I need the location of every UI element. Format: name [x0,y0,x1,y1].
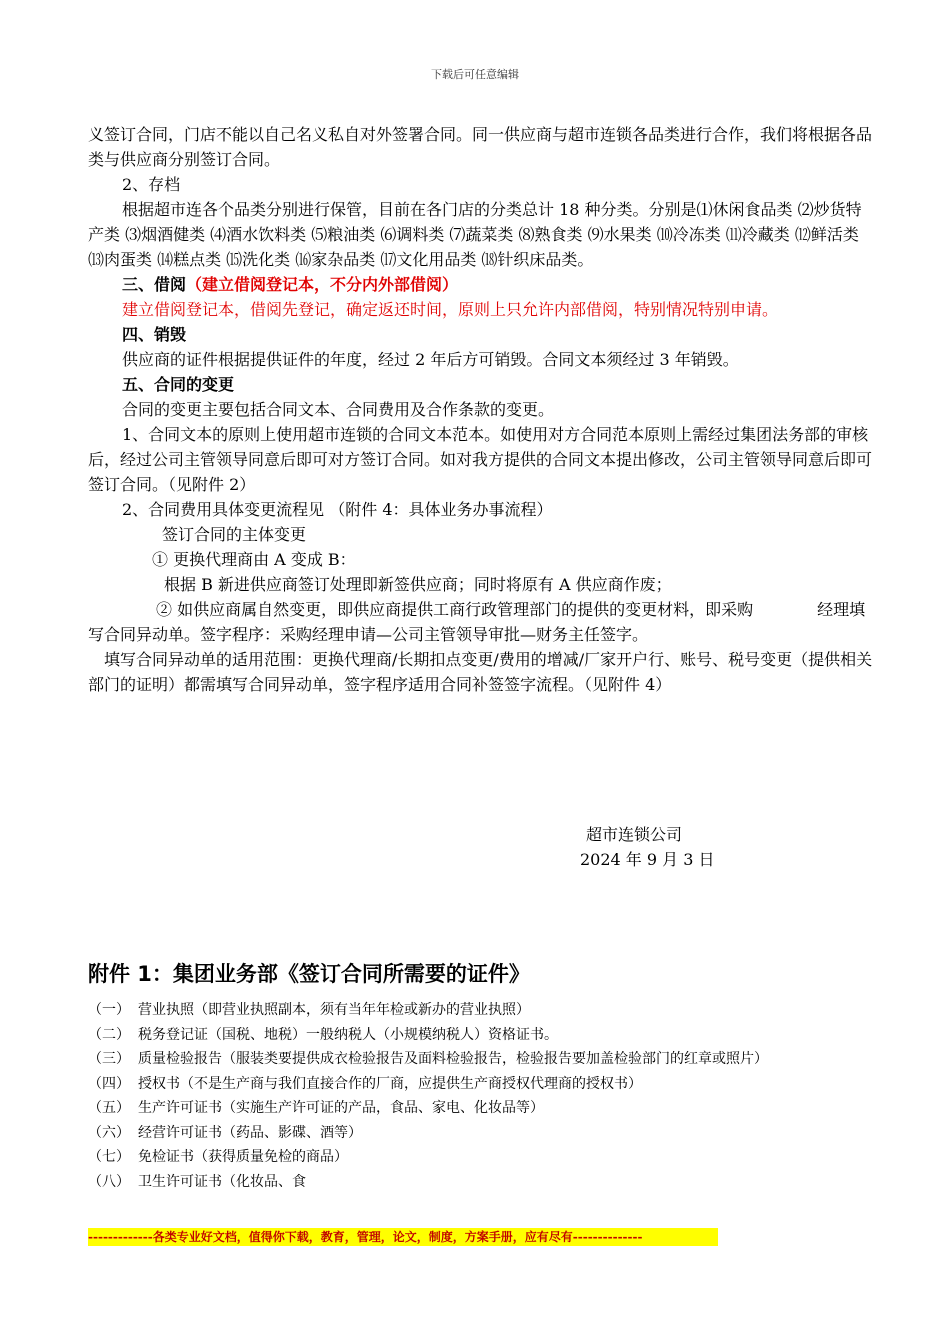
paragraph-scope: 填写合同异动单的适用范围：更换代理商/长期扣点变更/费用的增减/厂家开户行、账号、税号变更（提供相关部门的证明）都需填写合同异动单，签字程序适用合同补签签字流程。（见附件 4） [88,650,873,694]
footer-banner: -------------各类专业好文档，值得你下载，教育，管理，论文，制度，方案手册，应有尽有-------------- [88,1228,718,1246]
list-item-number: （四） [88,1075,130,1092]
list-item [88,998,888,1023]
list-item [88,1170,888,1195]
list-item-text: 质量检验报告（服装类要提供成衣检验报告及面料检验报告，检验报告要加盖检验部门的红章或照片） [138,1051,768,1067]
attachment-list [88,998,888,1194]
signature-date: 2024 年 9 月 3 日 [580,850,715,869]
list-item [88,1023,888,1048]
list-item-text: 税务登记证（国税、地税）一般纳税人（小规模纳税人）资格证书。 [138,1026,558,1043]
paragraph-change-intro: 合同的变更主要包括合同文本、合同费用及合作条款的变更。 [122,400,555,419]
section-borrow-heading [88,272,874,297]
section-change-heading: 五、合同的变更 [122,375,235,394]
document-body [88,122,874,697]
list-item [88,1121,888,1146]
paragraph-change-text: 1、合同文本的原则上使用超市连锁的合同文本范本。如使用对方合同范本原则上需经过集团法务部的审核后，经过公司主管领导同意后即可对方签订合同。如对我方提供的合同文本提出修改，公司主管领导同意后即可签订合同。（见附件 2） [88,425,873,494]
paragraph-intro: 义签订合同，门店不能以自己名义私自对外签署合同。同一供应商与超市连锁各品类进行合作，我们将根据各品类与供应商分别签订合同。 [88,125,873,169]
list-item-number: （八） [88,1173,130,1190]
paragraph-natural-change: ② 如供应商属自然变更，即供应商提供工商行政管理部门的提供的变更材料，即采购 经理填写合同异动单。签字程序：采购经理申请—公司主管领导审批—财务主任签字。 [88,600,866,644]
paragraph-agent-change: ① 更换代理商由 A 变成 B： [152,550,356,569]
signature-block [580,822,715,872]
paragraph-borrow: 建立借阅登记本，借阅先登记，确定返还时间，原则上只允许内部借阅，特别情况特别申请。 [122,300,779,319]
list-item-number: （六） [88,1124,130,1141]
list-item-number: （五） [88,1100,130,1116]
list-item [88,1047,888,1072]
attachment-title: 附件 1：集团业务部《签订合同所需要的证件》 [88,962,530,986]
list-item-number: （七） [88,1149,130,1165]
list-item-number: （一） [88,1002,130,1018]
page-header: 下载后可任意编辑 [431,68,519,81]
list-item-text: 免检证书（获得质量免检的商品） [138,1149,348,1165]
list-item-text: 经营许可证书（药品、影碟、酒等） [138,1124,362,1141]
list-item-number: （三） [88,1051,130,1067]
paragraph-new-supplier: 根据 B 新进供应商签订处理即新签供应商；同时将原有 A 供应商作废； [164,575,672,594]
paragraph-destroy: 供应商的证件根据提供证件的年度，经过 2 年后方可销毁。合同文本须经过 3 年销毁。 [122,350,739,369]
list-item-number: （二） [88,1026,130,1043]
list-item [88,1096,888,1121]
list-item-text: 生产许可证书（实施生产许可证的产品，食品、家电、化妆品等） [138,1100,544,1116]
list-item [88,1072,888,1097]
list-item-text: 营业执照（即营业执照副本，须有当年年检或新办的营业执照） [138,1002,530,1018]
borrow-heading-note: （建立借阅登记本，不分内外部借阅） [186,275,459,294]
list-item [88,1145,888,1170]
borrow-heading-label: 三、借阅 [122,275,187,294]
signature-org: 超市连锁公司 [586,825,683,844]
paragraph-archive: 根据超市连各个品类分别进行保管，目前在各门店的分类总计 18 种分类。分别是⑴休闲食品类 ⑵炒货特产类 ⑶烟酒健类 ⑷酒水饮料类 ⑸粮油类 ⑹调料类 ⑺蔬菜类 ⑻熟食类 ⑼水果类 ⑽冷冻类 ⑾冷藏类 ⑿鲜活类 ⒀肉蛋类 ⒁糕点类 ⒂洗化类 ⒃家杂品类 ⒄文化用品类 ⒅针织床品类。 [88,200,862,269]
list-item-text: 卫生许可证书（化妆品、食 [138,1173,306,1190]
list-item-text: 授权书（不是生产商与我们直接合作的厂商，应提供生产商授权代理商的授权书） [138,1075,642,1092]
section-archive-heading: 2、存档 [122,175,181,194]
section-destroy-heading: 四、销毁 [122,325,187,344]
paragraph-change-fee: 2、合同费用具体变更流程见 （附件 4：具体业务办事流程） [122,500,553,519]
paragraph-subject-change: 签订合同的主体变更 [162,525,307,544]
